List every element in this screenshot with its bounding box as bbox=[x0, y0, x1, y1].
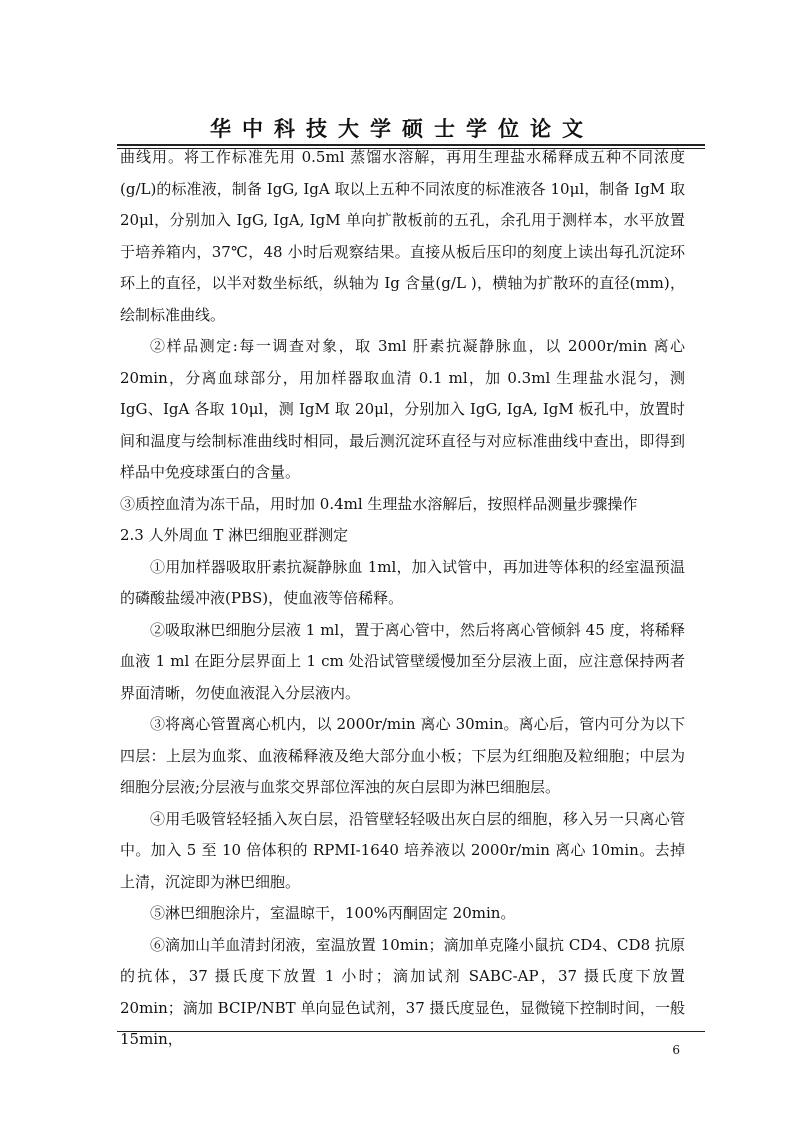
paragraph-7: ③将离心管置离心机内，以 2000r/min 离心 30min。离心后，管内可分为以下四层：上层为血浆、血液稀释液及绝大部分血小板；下层为红细胞及粒细胞；中层为细胞分层液;分层液与血浆交界部位浑浊的灰白层即为淋巴细胞层。 bbox=[120, 715, 685, 796]
section-heading: 2.3 人外周血 T 淋巴细胞亚群测定 bbox=[120, 526, 349, 544]
page-number: 6 bbox=[672, 1043, 680, 1057]
footer-rule bbox=[117, 1031, 705, 1032]
paragraph-10: ⑥滴加山羊血清封闭液，室温放置 10min；滴加单克隆小鼠抗 CD4、CD8 抗原的抗体，37 摄氏度下放置 1 小时；滴加试剂 SABC-AP，37 摄氏度下放置 20min；滴加 BCIP/NBT 单向显色试剂，37 摄氏度显色，显微镜下控制时间，一般 15min， bbox=[120, 935, 685, 1048]
paragraph-2: ②样品测定:每一调查对象，取 3ml 肝素抗凝静脉血，以 2000r/min 离心 20min，分离血球部分，用加样器取血清 0.1 ml，加 0.3ml 生理盐水混匀，测 IgG、IgA 各取 10μl，测 IgM 取 20μl，分别加入 IgG, IgA, IgM 板孔中，放置时间和温度与绘制标准曲线时相同，最后测沉淀环直径与对应标准曲线中查出，即得到样品中免疫球蛋白的含量。 bbox=[120, 337, 685, 481]
header-title: 华中科技大学硕士学位论文 bbox=[210, 117, 594, 141]
paragraph-5: ①用加样器吸取肝素抗凝静脉血 1ml，加入试管中，再加进等体积的经室温预温的磷酸盐缓冲液(PBS)，使血液等倍稀释。 bbox=[120, 557, 685, 607]
paragraph-6: ②吸取淋巴细胞分层液 1 ml，置于离心管中，然后将离心管倾斜 45 度，将稀释血液 1 ml 在距分层界面上 1 cm 处沿试管壁缓慢加至分层液上面，应注意保持两者界面清晰，勿使血液混入分层液内。 bbox=[120, 620, 685, 702]
body-text bbox=[120, 142, 685, 1056]
paragraph-9: ⑤淋巴细胞涂片，室温晾干，100%丙酮固定 20min。 bbox=[150, 904, 516, 922]
paragraph-8: ④用毛吸管轻轻插入灰白层，沿管壁轻轻吸出灰白层的细胞，移入另一只离心管中。加入 5 至 10 倍体积的 RPMI-1640 培养液以 2000r/min 离心 10min。去掉上清，沉淀即为淋巴细胞。 bbox=[120, 809, 685, 891]
paragraph-1: 曲线用。将工作标准先用 0.5ml 蒸馏水溶解，再用生理盐水稀释成五种不同浓度(g/L)的标准液，制备 IgG, IgA 取以上五种不同浓度的标准液各 10μl，制备 IgM 取 20μl，分别加入 IgG, IgA, IgM 单向扩散板前的五孔，余孔用于测样本，水平放置于培养箱内，37℃，48 小时后观察结果。直接从板后压印的刻度上读出每孔沉淀环环上的直径，以半对数坐标纸，纵轴为 Ig 含量(g/L )，横轴为扩散环的直径(mm)，绘制标准曲线。 bbox=[120, 148, 685, 324]
paragraph-3: ③质控血清为冻干品，用时加 0.4ml 生理盐水溶解后，按照样品测量步骤操作 bbox=[120, 494, 638, 513]
